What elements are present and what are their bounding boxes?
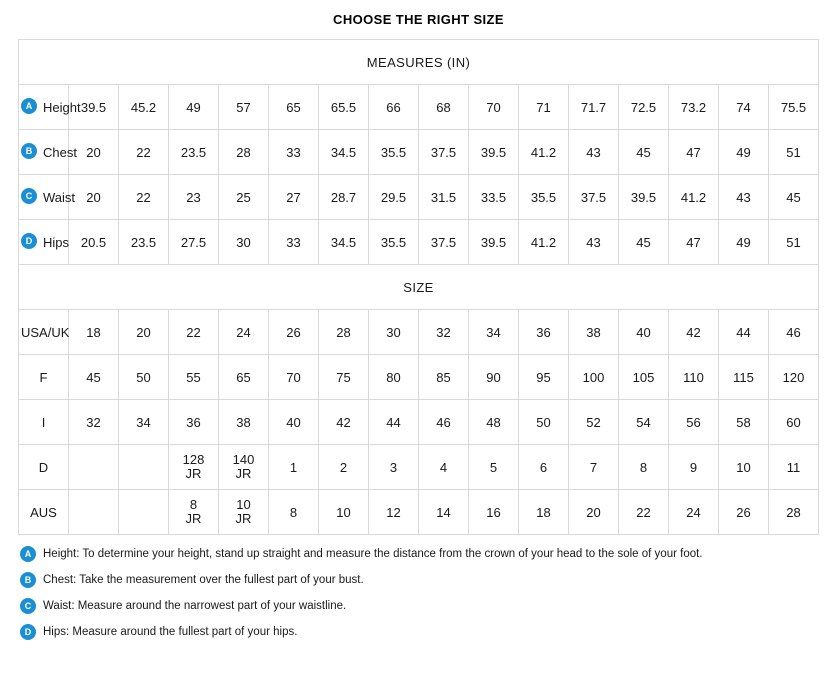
cell: 1 bbox=[269, 445, 319, 490]
cell: 41.2 bbox=[519, 220, 569, 265]
cell: 28 bbox=[769, 490, 819, 535]
size-chart-table bbox=[18, 39, 819, 535]
cell: 70 bbox=[469, 85, 519, 130]
cell: 9 bbox=[669, 445, 719, 490]
cell: 30 bbox=[369, 310, 419, 355]
cell: 68 bbox=[419, 85, 469, 130]
cell: 28 bbox=[219, 130, 269, 175]
table-row bbox=[19, 310, 819, 355]
cell: 27 bbox=[269, 175, 319, 220]
row-label-text: Waist bbox=[43, 189, 76, 205]
cell: 39.5 bbox=[469, 130, 519, 175]
cell: 24 bbox=[669, 490, 719, 535]
measures-section bbox=[19, 40, 819, 265]
cell: 2 bbox=[319, 445, 369, 490]
size-section bbox=[19, 265, 819, 535]
cell: 41.2 bbox=[669, 175, 719, 220]
cell: 8 bbox=[619, 445, 669, 490]
cell: 85 bbox=[419, 355, 469, 400]
row-label-text: AUS bbox=[30, 505, 57, 521]
cell: 38 bbox=[219, 400, 269, 445]
badge-b-icon: B bbox=[21, 143, 37, 159]
cell: 65.5 bbox=[319, 85, 369, 130]
measurement-notes bbox=[18, 535, 819, 640]
cell: 43 bbox=[719, 175, 769, 220]
cell: 49 bbox=[719, 130, 769, 175]
cell: 105 bbox=[619, 355, 669, 400]
cell: 80 bbox=[369, 355, 419, 400]
cell bbox=[119, 490, 169, 535]
cell: 18 bbox=[519, 490, 569, 535]
cell: 45.2 bbox=[119, 85, 169, 130]
cell: 10 JR bbox=[219, 490, 269, 535]
cell: 22 bbox=[169, 310, 219, 355]
row-label-f bbox=[19, 355, 69, 400]
list-item bbox=[18, 546, 819, 562]
row-label-height bbox=[19, 85, 81, 130]
cell: 42 bbox=[319, 400, 369, 445]
cell: 74 bbox=[719, 85, 769, 130]
cell: 22 bbox=[619, 490, 669, 535]
cell: 7 bbox=[569, 445, 619, 490]
cell: 38 bbox=[569, 310, 619, 355]
cell: 10 bbox=[719, 445, 769, 490]
row-label-text: Height bbox=[43, 99, 81, 115]
cell: 22 bbox=[119, 130, 169, 175]
cell: 40 bbox=[269, 400, 319, 445]
cell: 51 bbox=[769, 130, 819, 175]
cell: 110 bbox=[669, 355, 719, 400]
cell: 46 bbox=[769, 310, 819, 355]
cell: 44 bbox=[369, 400, 419, 445]
cell: 50 bbox=[519, 400, 569, 445]
cell: 14 bbox=[419, 490, 469, 535]
measures-section-header: MEASURES (IN) bbox=[19, 40, 819, 85]
cell: 49 bbox=[169, 85, 219, 130]
cell: 58 bbox=[719, 400, 769, 445]
table-row bbox=[19, 220, 819, 265]
table-row bbox=[19, 175, 819, 220]
cell: 24 bbox=[219, 310, 269, 355]
cell: 35.5 bbox=[519, 175, 569, 220]
cell: 44 bbox=[719, 310, 769, 355]
cell: 26 bbox=[269, 310, 319, 355]
cell: 20 bbox=[69, 175, 119, 220]
badge-a-icon: A bbox=[21, 98, 37, 114]
cell: 46 bbox=[419, 400, 469, 445]
size-section-header-row bbox=[19, 265, 819, 310]
cell: 34 bbox=[469, 310, 519, 355]
note-text: Hips: Measure around the fullest part of your hips. bbox=[43, 626, 298, 638]
cell: 33 bbox=[269, 220, 319, 265]
cell: 28 bbox=[319, 310, 369, 355]
badge-c-icon: C bbox=[20, 598, 36, 614]
cell: 54 bbox=[619, 400, 669, 445]
badge-a-icon: A bbox=[20, 546, 36, 562]
cell: 120 bbox=[769, 355, 819, 400]
cell: 31.5 bbox=[419, 175, 469, 220]
cell: 8 JR bbox=[169, 490, 219, 535]
cell: 25 bbox=[219, 175, 269, 220]
cell: 43 bbox=[569, 220, 619, 265]
cell: 20.5 bbox=[69, 220, 119, 265]
cell: 47 bbox=[669, 130, 719, 175]
list-item bbox=[18, 598, 819, 614]
list-item bbox=[18, 572, 819, 588]
badge-d-icon: D bbox=[21, 233, 37, 249]
cell bbox=[69, 445, 119, 490]
cell: 23.5 bbox=[169, 130, 219, 175]
cell: 71.7 bbox=[569, 85, 619, 130]
cell: 43 bbox=[569, 130, 619, 175]
cell: 5 bbox=[469, 445, 519, 490]
table-row bbox=[19, 355, 819, 400]
cell: 12 bbox=[369, 490, 419, 535]
cell: 70 bbox=[269, 355, 319, 400]
cell: 32 bbox=[419, 310, 469, 355]
cell: 90 bbox=[469, 355, 519, 400]
cell: 33.5 bbox=[469, 175, 519, 220]
note-text: Height: To determine your height, stand up straight and measure the distance from the crown of your head to the sole of your foot. bbox=[43, 548, 703, 560]
cell: 39.5 bbox=[469, 220, 519, 265]
cell: 65 bbox=[219, 355, 269, 400]
table-row bbox=[19, 445, 819, 490]
cell: 65 bbox=[269, 85, 319, 130]
row-label-hips bbox=[19, 220, 69, 265]
cell bbox=[69, 490, 119, 535]
cell: 23 bbox=[169, 175, 219, 220]
table-row bbox=[19, 85, 819, 130]
badge-c-icon: C bbox=[21, 188, 37, 204]
row-label-text: Chest bbox=[43, 144, 77, 160]
cell: 72.5 bbox=[619, 85, 669, 130]
cell: 140 JR bbox=[219, 445, 269, 490]
cell: 32 bbox=[69, 400, 119, 445]
cell: 22 bbox=[119, 175, 169, 220]
cell: 52 bbox=[569, 400, 619, 445]
row-label-usa-uk bbox=[19, 310, 69, 355]
cell: 49 bbox=[719, 220, 769, 265]
cell: 23.5 bbox=[119, 220, 169, 265]
cell: 35.5 bbox=[369, 220, 419, 265]
cell: 6 bbox=[519, 445, 569, 490]
row-label-text: Hips bbox=[43, 234, 70, 250]
row-label-text: D bbox=[38, 460, 49, 476]
cell: 20 bbox=[119, 310, 169, 355]
row-label-text: USA/UK bbox=[21, 325, 70, 341]
cell: 40 bbox=[619, 310, 669, 355]
cell: 34.5 bbox=[319, 220, 369, 265]
cell: 45 bbox=[619, 130, 669, 175]
cell: 42 bbox=[669, 310, 719, 355]
cell: 37.5 bbox=[419, 130, 469, 175]
cell: 33 bbox=[269, 130, 319, 175]
cell: 34.5 bbox=[319, 130, 369, 175]
cell: 8 bbox=[269, 490, 319, 535]
cell: 37.5 bbox=[569, 175, 619, 220]
cell: 39.5 bbox=[619, 175, 669, 220]
cell: 34 bbox=[119, 400, 169, 445]
cell: 115 bbox=[719, 355, 769, 400]
cell: 50 bbox=[119, 355, 169, 400]
cell: 30 bbox=[219, 220, 269, 265]
cell: 60 bbox=[769, 400, 819, 445]
measures-section-header-row bbox=[19, 40, 819, 85]
cell: 75 bbox=[319, 355, 369, 400]
cell: 20 bbox=[69, 130, 119, 175]
cell: 10 bbox=[319, 490, 369, 535]
row-label-chest bbox=[19, 130, 77, 175]
cell: 18 bbox=[69, 310, 119, 355]
row-label-text: I bbox=[41, 415, 46, 431]
cell: 20 bbox=[569, 490, 619, 535]
cell: 26 bbox=[719, 490, 769, 535]
cell: 128 JR bbox=[169, 445, 219, 490]
cell: 36 bbox=[169, 400, 219, 445]
cell: 75.5 bbox=[769, 85, 819, 130]
page-title: CHOOSE THE RIGHT SIZE bbox=[333, 12, 504, 27]
list-item bbox=[18, 624, 819, 640]
badge-d-icon: D bbox=[20, 624, 36, 640]
cell: 35.5 bbox=[369, 130, 419, 175]
cell: 29.5 bbox=[369, 175, 419, 220]
cell: 41.2 bbox=[519, 130, 569, 175]
cell: 36 bbox=[519, 310, 569, 355]
row-label-waist bbox=[19, 175, 76, 220]
cell: 3 bbox=[369, 445, 419, 490]
cell: 45 bbox=[69, 355, 119, 400]
row-label-d bbox=[19, 445, 69, 490]
cell: 57 bbox=[219, 85, 269, 130]
cell: 66 bbox=[369, 85, 419, 130]
note-text: Waist: Measure around the narrowest part of your waistline. bbox=[43, 600, 347, 612]
table-row bbox=[19, 400, 819, 445]
cell bbox=[119, 445, 169, 490]
cell: 48 bbox=[469, 400, 519, 445]
cell: 73.2 bbox=[669, 85, 719, 130]
row-label-aus bbox=[19, 490, 69, 535]
cell: 45 bbox=[769, 175, 819, 220]
cell: 11 bbox=[769, 445, 819, 490]
note-text: Chest: Take the measurement over the fullest part of your bust. bbox=[43, 574, 364, 586]
table-row bbox=[19, 130, 819, 175]
cell: 39.5 bbox=[69, 85, 119, 130]
cell: 95 bbox=[519, 355, 569, 400]
cell: 27.5 bbox=[169, 220, 219, 265]
table-row bbox=[19, 490, 819, 535]
cell: 28.7 bbox=[319, 175, 369, 220]
cell: 55 bbox=[169, 355, 219, 400]
cell: 71 bbox=[519, 85, 569, 130]
row-label-text: F bbox=[39, 370, 48, 386]
size-section-header: SIZE bbox=[19, 265, 819, 310]
row-label-i bbox=[19, 400, 69, 445]
cell: 16 bbox=[469, 490, 519, 535]
cell: 100 bbox=[569, 355, 619, 400]
cell: 37.5 bbox=[419, 220, 469, 265]
cell: 45 bbox=[619, 220, 669, 265]
cell: 47 bbox=[669, 220, 719, 265]
cell: 4 bbox=[419, 445, 469, 490]
cell: 51 bbox=[769, 220, 819, 265]
badge-b-icon: B bbox=[20, 572, 36, 588]
cell: 56 bbox=[669, 400, 719, 445]
